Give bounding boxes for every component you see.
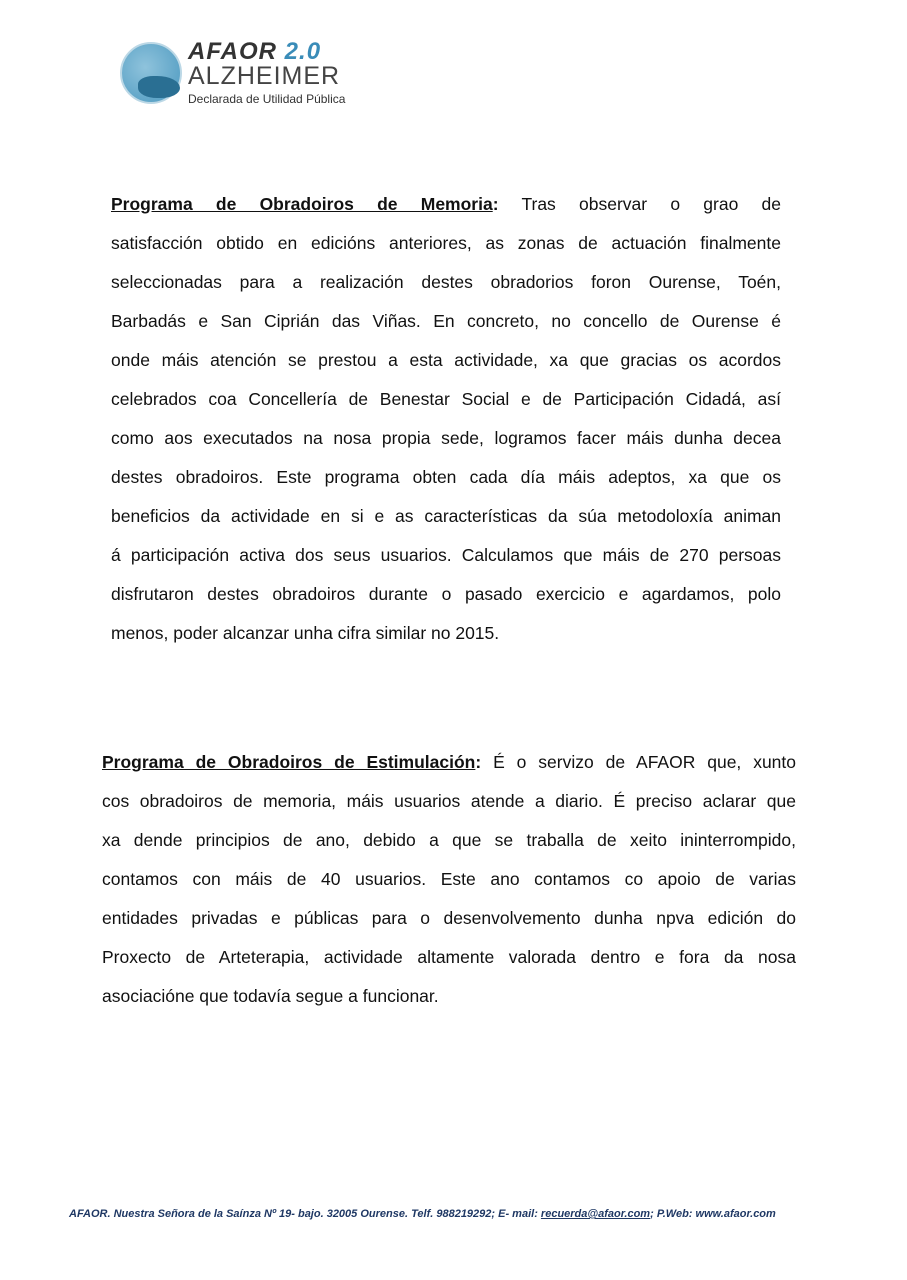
text-line: destes obradoiros. Este programa obten cada día máis adeptos, xa que os [111, 467, 781, 487]
logo-emblem-icon [120, 42, 182, 104]
text-line: beneficios da actividade en si e as características da súa metodoloxía animan [111, 506, 781, 526]
section-heading: Programa de Obradoiros de Estimulación [102, 752, 476, 772]
logo-version: 2.0 [284, 38, 322, 65]
text-line: menos, poder alcanzar unha cifra similar no 2015. [111, 623, 500, 643]
text-line: entidades privadas e públicas para o desenvolvemento dunha npva edición do [102, 908, 796, 928]
text-line: como aos executados na nosa propia sede, logramos facer máis dunha decea [111, 428, 781, 448]
text-line: satisfacción obtido en edicións anteriores, as zonas de actuación finalmente [111, 233, 781, 253]
text-line: seleccionadas para a realización destes obradorios foron Ourense, Toén, [111, 272, 781, 292]
text-line: Proxecto de Arteterapia, actividade altamente valorada dentro e fora da nosa [102, 947, 796, 967]
afaor-logo [112, 30, 352, 115]
text-line: disfrutaron destes obradoiros durante o pasado exercicio e agardamos, polo [111, 584, 781, 604]
text-line: contamos con máis de 40 usuarios. Este ano contamos co apoio de varias [102, 869, 796, 889]
text-line: celebrados coa Concellería de Benestar Social e de Participación Cidadá, así [111, 389, 781, 409]
text-line: asociacióne que todavía segue a funcionar. [102, 986, 439, 1006]
text-line: Barbadás e San Ciprián das Viñas. En concreto, no concello de Ourense é [111, 311, 781, 331]
footer-contact: AFAOR. Nuestra Señora de la Saínza Nº 19- bajo. 32005 Ourense. Telf. 988219292; E- mail: recuerda@afaor.com; P.Web: www.afaor.com [69, 1208, 776, 1220]
text-line: cos obradoiros de memoria, máis usuarios atende a diario. É preciso aclarar que [102, 791, 796, 811]
section-heading: Programa de Obradoiros de Memoria [111, 194, 493, 214]
logo-subtitle: ALZHEIMER [188, 62, 341, 90]
text-line: onde máis atención se prestou a esta actividade, xa que gracias os acordos [111, 350, 781, 370]
memory-workshops-paragraph: Programa de Obradoiros de Memoria: Tras observar o grao de satisfacción obtido en edicións anteriores, as zonas de actuación finalmente seleccionadas para a realización destes obradorios foron Ourense, Toén, Barbadás e San Ciprián das Viñas. En concreto, no concello de Ourense é onde máis atención se prestou a esta actividade, xa que gracias os acordos celebrados coa Concellería de Benestar Social e de Participación Cidadá, así como aos executados na nosa propia sede, logramos facer máis dunha decea destes obradoiros. Este programa obten cada día máis adeptos, xa que os beneficios da actividade en si e as características da súa metodoloxía animan á participación activa dos seus usuarios. Calculamos que máis de 270 persoas disfrutaron destes obradoiros durante o pasado exercicio e agardamos, polo menos, poder alcanzar unha cifra similar no 2015. [111, 192, 781, 660]
text-line: xa dende principios de ano, debido a que se traballa de xeito ininterrompido, [102, 830, 796, 850]
logo-text: AFAOR [188, 38, 277, 65]
stimulation-workshops-paragraph: Programa de Obradoiros de Estimulación: É o servizo de AFAOR que, xunto cos obradoiros de memoria, máis usuarios atende a diario. É preciso aclarar que xa dende principios de ano, debido a que se traballa de xeito ininterrompido, contamos con máis de 40 usuarios. Este ano contamos co apoio de varias entidades privadas e públicas para o desenvolvemento dunha npva edición do Proxecto de Arteterapia, actividade altamente valorada dentro e fora da nosa asociacióne que todavía segue a funcionar. [102, 750, 796, 1023]
email-link[interactable]: recuerda@afaor.com [540, 1208, 651, 1220]
text-line: á participación activa dos seus usuarios. Calculamos que máis de 270 persoas [111, 545, 781, 565]
logo-tagline: Declarada de Utilidad Pública [188, 92, 346, 106]
